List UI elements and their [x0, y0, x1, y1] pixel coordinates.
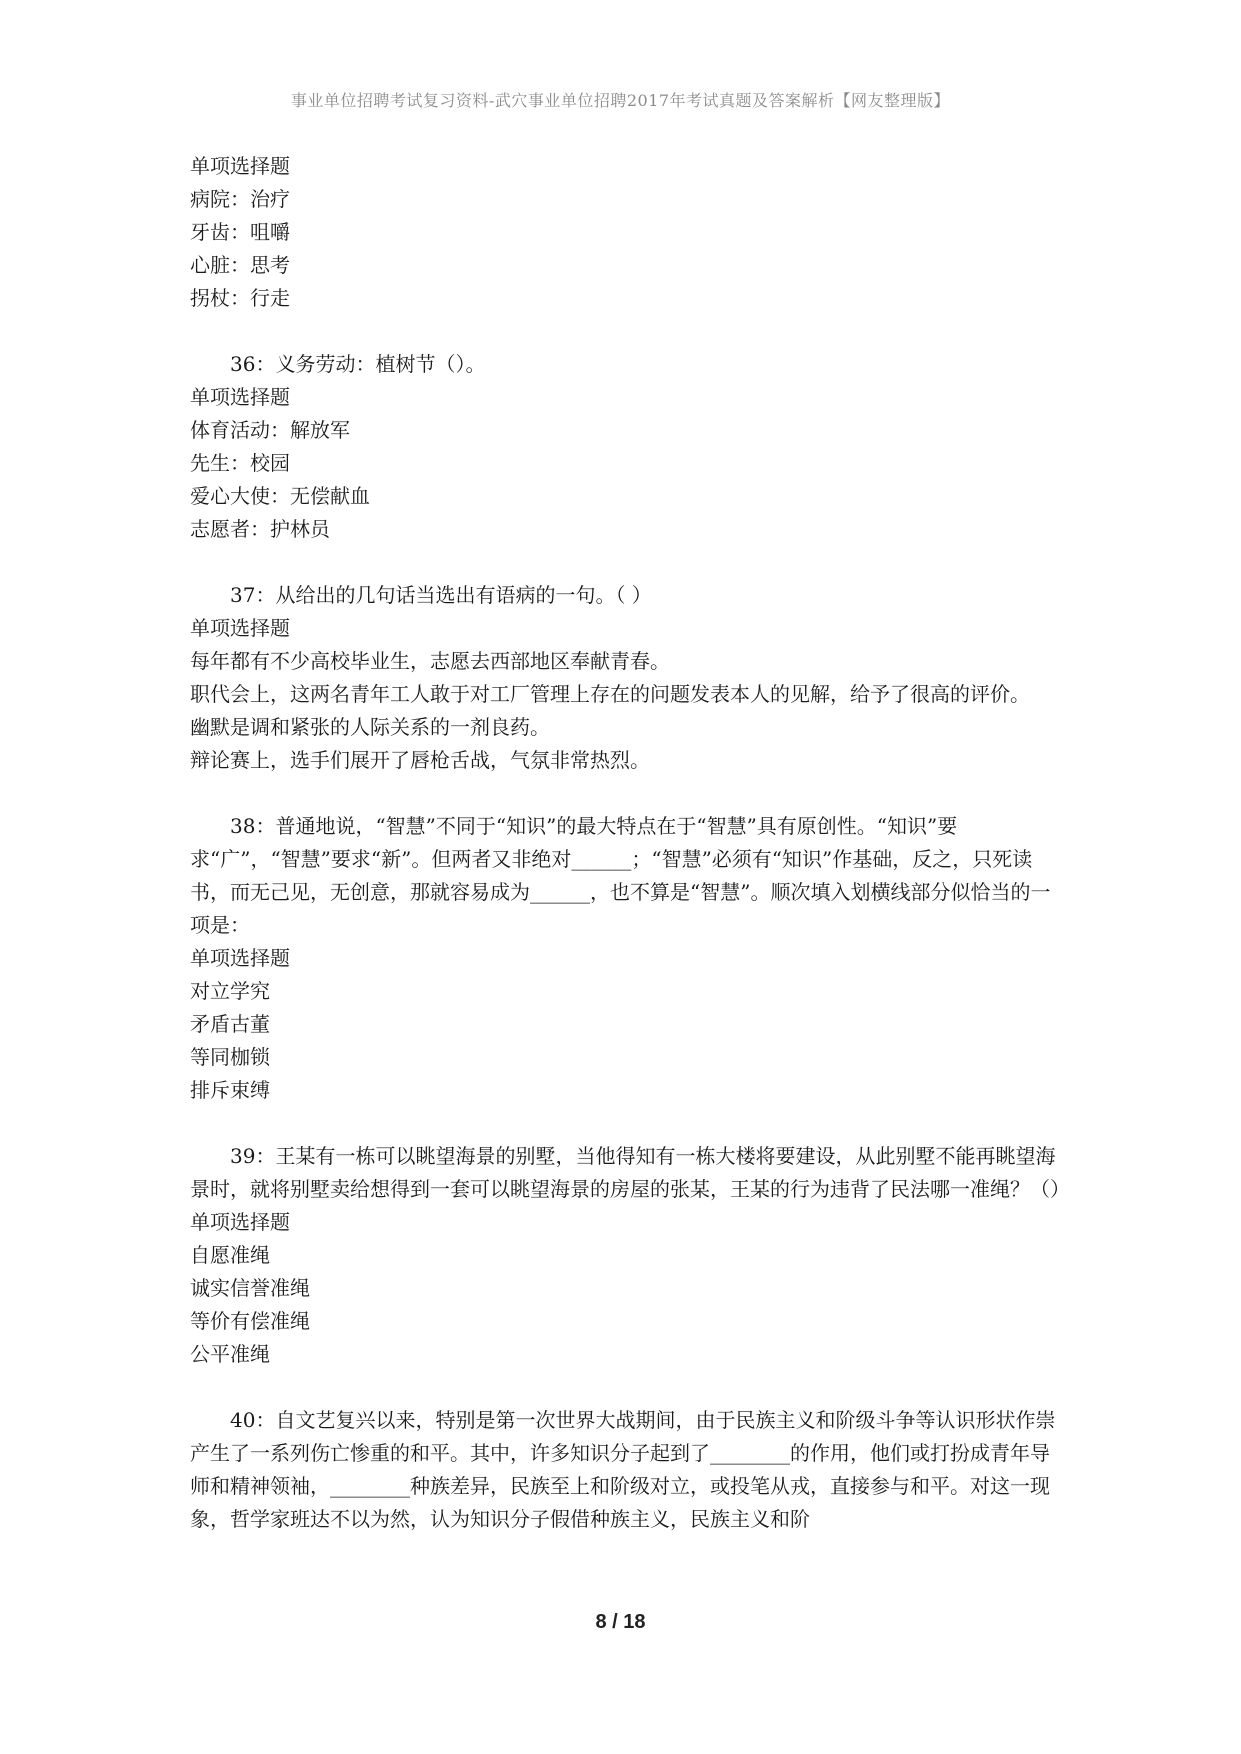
question-text: 36：义务劳动：植树节（）。 — [230, 352, 486, 376]
option: 体育活动：解放军 — [190, 418, 350, 442]
option: 职代会上，这两名青年工人敢于对工厂管理上存在的问题发表本人的见解，给予了很高的评价。 — [190, 682, 1030, 706]
question-type: 单项选择题 — [190, 1210, 290, 1234]
option: 自愿准绳 — [190, 1243, 270, 1267]
question-block-35 — [190, 150, 1060, 315]
question-text: 40：自文艺复兴以来，特别是第一次世界大战期间，由于民族主义和阶级斗争等认识形状作崇产生了一系列伤亡惨重的和平。其中，许多知识分子起到了________的作用，他们或打扮成青年导师和精神领袖，________种族差异，民族至上和阶级对立，或投笔从戎，直接参与和平。对这一现象，哲学家班达不以为然，认为知识分子假借种族主义，民族主义和阶 — [190, 1408, 1056, 1531]
option: 幽默是调和紧张的人际关系的一剂良药。 — [190, 715, 550, 739]
option: 辩论赛上，选手们展开了唇枪舌战，气氛非常热烈。 — [190, 748, 650, 772]
question-block-38 — [190, 810, 1060, 1107]
question-text: 38：普通地说，“智慧”不同于“知识”的最大特点在于“智慧”具有原创性。“知识”要求“广”，“智慧”要求“新”。但两者又非绝对______；“智慧”必须有“知识”作基础，反之，只死读书，而无己见，无创意，那就容易成为______，也不算是“智慧”。顺次填入划横线部分似恰当的一项是： — [190, 814, 1051, 937]
question-text: 37：从给出的几句话当选出有语病的一句。（ ） — [230, 583, 652, 607]
option: 矛盾古董 — [190, 1012, 270, 1036]
option: 拐杖：行走 — [190, 286, 290, 310]
option: 牙齿：咀嚼 — [190, 220, 290, 244]
question-type: 单项选择题 — [190, 385, 290, 409]
question-text: 39：王某有一栋可以眺望海景的别墅，当他得知有一栋大楼将要建设，从此别墅不能再眺望海景时，就将别墅卖给想得到一套可以眺望海景的房屋的张某，王某的行为违背了民法哪一准绳？（） — [190, 1144, 1070, 1201]
option: 每年都有不少高校毕业生，志愿去西部地区奉献青春。 — [190, 649, 670, 673]
question-type: 单项选择题 — [190, 946, 290, 970]
page-number: 8 / 18 — [595, 1611, 646, 1633]
document-body — [190, 150, 1070, 1536]
question-block-40 — [190, 1404, 1060, 1536]
option: 志愿者：护林员 — [190, 517, 330, 541]
option: 等价有偿准绳 — [190, 1309, 310, 1333]
question-block-39 — [190, 1140, 1070, 1371]
question-block-37 — [190, 579, 1060, 777]
option: 先生：校园 — [190, 451, 290, 475]
option: 诚实信誉准绳 — [190, 1276, 310, 1300]
question-type: 单项选择题 — [190, 154, 290, 178]
option: 排斥束缚 — [190, 1078, 270, 1102]
page-header: 事业单位招聘考试复习资料-武穴事业单位招聘2017年考试真题及答案解析【网友整理版】 — [290, 91, 951, 110]
question-type: 单项选择题 — [190, 616, 290, 640]
option: 等同枷锁 — [190, 1045, 270, 1069]
option: 病院：治疗 — [190, 187, 290, 211]
option: 对立学究 — [190, 979, 270, 1003]
option: 心脏：思考 — [190, 253, 290, 277]
option: 爱心大使：无偿献血 — [190, 484, 370, 508]
option: 公平准绳 — [190, 1342, 270, 1366]
question-block-36 — [190, 348, 1060, 546]
